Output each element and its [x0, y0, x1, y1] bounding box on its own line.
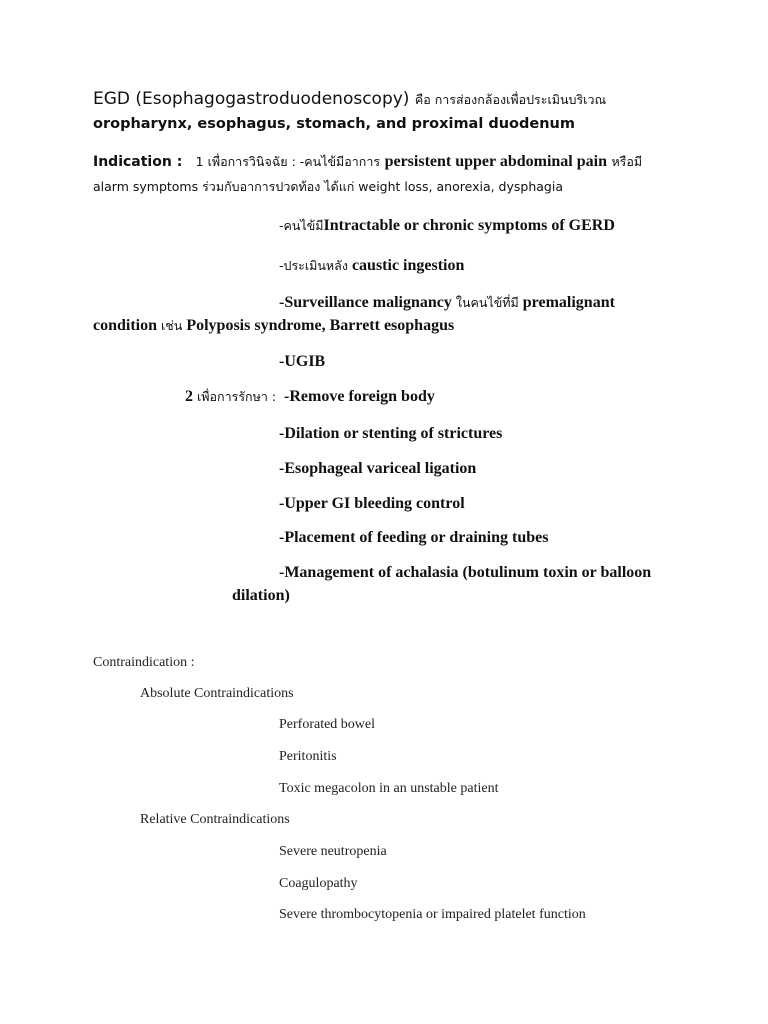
relative-contraindications-label: Relative Contraindications	[140, 812, 290, 827]
treatment-item: -Placement of feeding or draining tubes	[279, 529, 549, 546]
gerd-prefix: -คนไข้มี	[279, 218, 324, 233]
diagnosis-alarm-line: alarm symptoms ร่วมกับอาการปวดท้อง ได้แก่ weight loss, anorexia, dysphagia	[93, 179, 563, 194]
surveillance-text-2: premalignant	[522, 294, 615, 311]
contraindication-label: Contraindication :	[93, 655, 195, 670]
indication-label: Indication :	[93, 154, 183, 170]
surveillance-cont-a: condition	[93, 317, 158, 334]
title-main: EGD (Esophagogastroduodenoscopy)	[93, 89, 410, 109]
gerd-text: Intractable or chronic symptoms of GERD	[323, 217, 615, 234]
diagnosis-first-thai: หรือมี	[611, 154, 643, 169]
diagnosis-caustic	[279, 257, 464, 275]
indication-line	[93, 153, 642, 171]
title-thai: คือ การส่องกล้องเพื่อประเมินบริเวณ	[414, 92, 607, 107]
diagnosis-ugib: -UGIB	[279, 353, 326, 370]
absolute-contraindications-label: Absolute Contraindications	[140, 686, 294, 701]
diagnosis-surveillance	[279, 294, 615, 312]
treatment-item: -Esophageal variceal ligation	[279, 460, 477, 477]
diagnosis-label: 1 เพื่อการวินิจฉัย : -คนไข้มีอาการ	[195, 154, 381, 169]
treatment-line	[185, 388, 435, 406]
surveillance-cont-thai: เช่น	[161, 318, 183, 333]
treatment-number: 2	[185, 388, 193, 405]
diagnosis-gerd	[279, 217, 615, 235]
treatment-item: -Upper GI bleeding control	[279, 495, 465, 512]
diagnosis-first-item: persistent upper abdominal pain	[384, 153, 607, 170]
title-line	[93, 90, 606, 110]
diagnosis-surveillance-cont	[93, 317, 454, 335]
absolute-item: Peritonitis	[279, 749, 337, 764]
relative-item: Severe neutropenia	[279, 844, 387, 859]
relative-item: Severe thrombocytopenia or impaired platelet function	[279, 907, 586, 922]
relative-item: Coagulopathy	[279, 876, 358, 891]
surveillance-thai: ในคนไข้ที่มี	[455, 295, 519, 310]
absolute-item: Toxic megacolon in an unstable patient	[279, 781, 499, 796]
treatment-item: -Management of achalasia (botulinum toxin or balloon	[279, 564, 652, 581]
treatment-label: เพื่อการรักษา :	[197, 389, 277, 404]
treatment-item: -Dilation or stenting of strictures	[279, 425, 503, 442]
surveillance-cont-b: Polyposis syndrome, Barrett esophagus	[186, 317, 455, 334]
caustic-text: caustic ingestion	[351, 257, 465, 274]
surveillance-text: -Surveillance malignancy	[279, 294, 452, 311]
treatment-item-cont: dilation)	[232, 587, 290, 604]
title-subtitle: oropharynx, esophagus, stomach, and proximal duodenum	[93, 116, 575, 132]
treatment-first-item: -Remove foreign body	[284, 388, 435, 405]
absolute-item: Perforated bowel	[279, 717, 376, 732]
caustic-prefix: -ประเมินหลัง	[279, 258, 348, 273]
